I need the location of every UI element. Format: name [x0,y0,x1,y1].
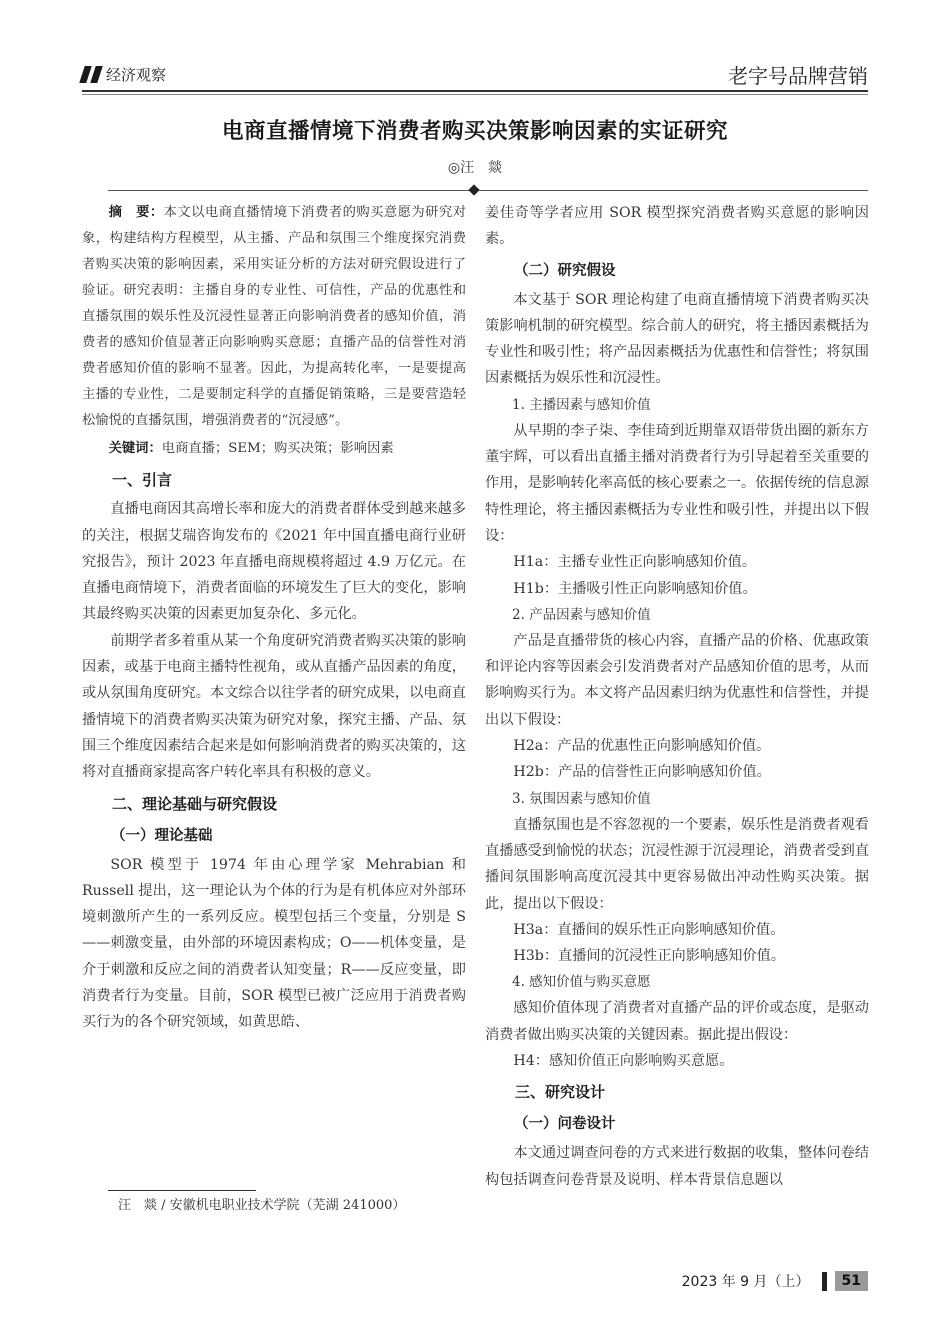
sub-heading-atmosphere: 3. 氛围因素与感知价值 [512,790,651,807]
section-bars-icon [82,66,100,83]
title-divider [108,190,868,191]
keywords-text: 电商直播；SEM；购买决策；影响因素 [161,441,394,456]
footnote-rule [108,1190,256,1191]
paragraph: 本文基于 SOR 理论构建了电商直播情境下消费者购买决策影响机制的研究模型。综合前人的研究，将主播因素概括为专业性和吸引性；将产品因素概括为优惠性和信誉性；将氛围因素概括为娱乐性和沉浸性。 [485,291,869,387]
divider-diamond-icon [468,184,479,195]
hypothesis-h1a: H1a：主播专业性正向影响感知价值。 [513,554,757,571]
section-label-text: 经济观察 [106,66,167,84]
issue-date: 2023 年 9 月（上） [681,1274,810,1290]
paragraph: 产品是直播带货的核心内容，直播产品的价格、优惠政策和评论内容等因素会引发消费者对产品感知价值的思考，从而影响购买行为。本文将产品因素归纳为优惠性和信誉性，并提出以下假设： [485,632,869,728]
page-bar-icon [822,1272,827,1291]
hypothesis-h2b: H2b：产品的信誉性正向影响感知价值。 [513,764,771,781]
paragraph: SOR 模型于 1974 年由心理学家 Mehrabian 和 Russell 提出，这一理论认为个体的行为是有机体应对外部环境刺激所产生的一系列反应。模型包括三个变量，分别是 S——刺激变量，由外部的环境因素构成；O——机体变量，是介于刺激和反应之间的消费者认知变量；R——反应变量，即消费者行为变量。目前，SOR 模型已被广泛应用于消费者购买行为的各个研究领域，如黄思皓、 [82,856,466,1031]
section-label [82,64,166,85]
author-footnote: 汪 燚 / 安徽机电职业技术学院（芜湖 241000） [118,1198,406,1213]
subsection-heading-hypotheses: （二）研究假设 [514,262,616,279]
paragraph: 感知价值体现了消费者对直播产品的评价或态度，是驱动消费者做出购买决策的关键因素。据此提出假设： [485,1000,869,1043]
section-heading-design: 三、研究设计 [515,1083,606,1102]
paragraph: 本文通过调查问卷的方式来进行数据的收集，整体问卷结构包括调查问卷背景及说明、样本背景信息题以 [485,1145,869,1188]
article-author: ◎汪 燚 [447,160,503,176]
keywords-label: 关键词： [108,441,162,456]
paragraph: 直播电商因其高增长率和庞大的消费者群体受到越来越多的关注，根据艾瑞咨询发布的《2021 年中国直播电商行业研究报告》，预计 2023 年直播电商规模将超过 4.9 万亿元。在直播电商情境下，消费者面临的环境发生了巨大的变化，影响其最终购买决策的因素更加复杂化、多元化。 [82,501,466,623]
sub-heading-perceived-value: 4. 感知价值与购买意愿 [512,974,651,991]
abstract-label: 摘 要： [108,205,164,220]
page-info [682,1271,868,1291]
column-title: 老字号品牌营销 [728,64,868,88]
header-rule-thin [82,94,868,95]
paragraph: 前期学者多着重从某一个角度研究消费者购买决策的影响因素，或基于电商主播特性视角，或从直播产品因素的角度，或从氛围角度研究。本文综合以往学者的研究成果，以电商直播情境下的消费者购买决策为研究对象，探究主播、产品、氛围三个维度因素结合起来是如何影响消费者的购买决策的，这将对直播商家提高客户转化率具有积极的意义。 [82,632,466,781]
abstract [82,200,466,434]
subsection-heading-questionnaire: （一）问卷设计 [514,1116,616,1133]
page-number: 51 [835,1271,868,1291]
section-heading-intro: 一、引言 [112,471,173,490]
hypothesis-h1b: H1b：主播吸引性正向影响感知价值。 [513,580,757,597]
section-heading-theory: 二、理论基础与研究假设 [112,794,278,813]
sub-heading-anchor: 1. 主播因素与感知价值 [512,396,651,413]
paragraph: 直播氛围也是不容忽视的一个要素，娱乐性是消费者观看直播感受到愉悦的状态；沉浸性源于沉浸理论，消费者受到直播间氛围影响高度沉浸其中更容易做出冲动性购买决策。据此，提出以下假设： [485,816,869,912]
paragraph: 姜佳奇等学者应用 SOR 模型探究消费者购买意愿的影响因素。 [485,205,869,248]
right-column [485,200,869,1193]
paragraph: 从早期的李子柒、李佳琦到近期靠双语带货出圈的新东方董宇辉，可以看出直播主播对消费者行为引导起着至关重要的作用，是影响转化率高低的核心要素之一。依据传统的信息源特性理论，将主播因素概括为专业性和吸引性，并提出以下假设： [485,422,869,544]
sub-heading-product: 2. 产品因素与感知价值 [512,606,651,623]
hypothesis-h4: H4：感知价值正向影响购买意愿。 [513,1053,734,1070]
keywords [82,436,466,462]
hypothesis-h3a: H3a：直播间的娱乐性正向影响感知价值。 [513,921,785,938]
left-column [82,200,466,1036]
article-title: 电商直播情境下消费者购买决策影响因素的实证研究 [221,119,728,144]
abstract-text: 本文以电商直播情境下消费者的购买意愿为研究对象，构建结构方程模型，从主播、产品和氛围三个维度探究消费者购买决策的影响因素，采用实证分析的方法对研究假设进行了验证。研究表明：主播自身的专业性、可信性，产品的优惠性和直播氛围的娱乐性及沉浸性显著正向影响消费者的感知价值，消费者的感知价值显著正向影响购买意愿；直播产品的信誉性对消费者感知价值的影响不显著。因此，为提高转化率，一是要提高主播的专业性，二是要制定科学的直播促销策略，三是要营造轻松愉悦的直播氛围，增强消费者的“沉浸感”。 [82,205,467,428]
subsection-heading-theory-basis: （一）理论基础 [111,827,213,844]
header-rule [82,90,868,92]
hypothesis-h3b: H3b：直播间的沉浸性正向影响感知价值。 [513,948,786,965]
hypothesis-h2a: H2a：产品的优惠性正向影响感知价值。 [513,738,771,755]
